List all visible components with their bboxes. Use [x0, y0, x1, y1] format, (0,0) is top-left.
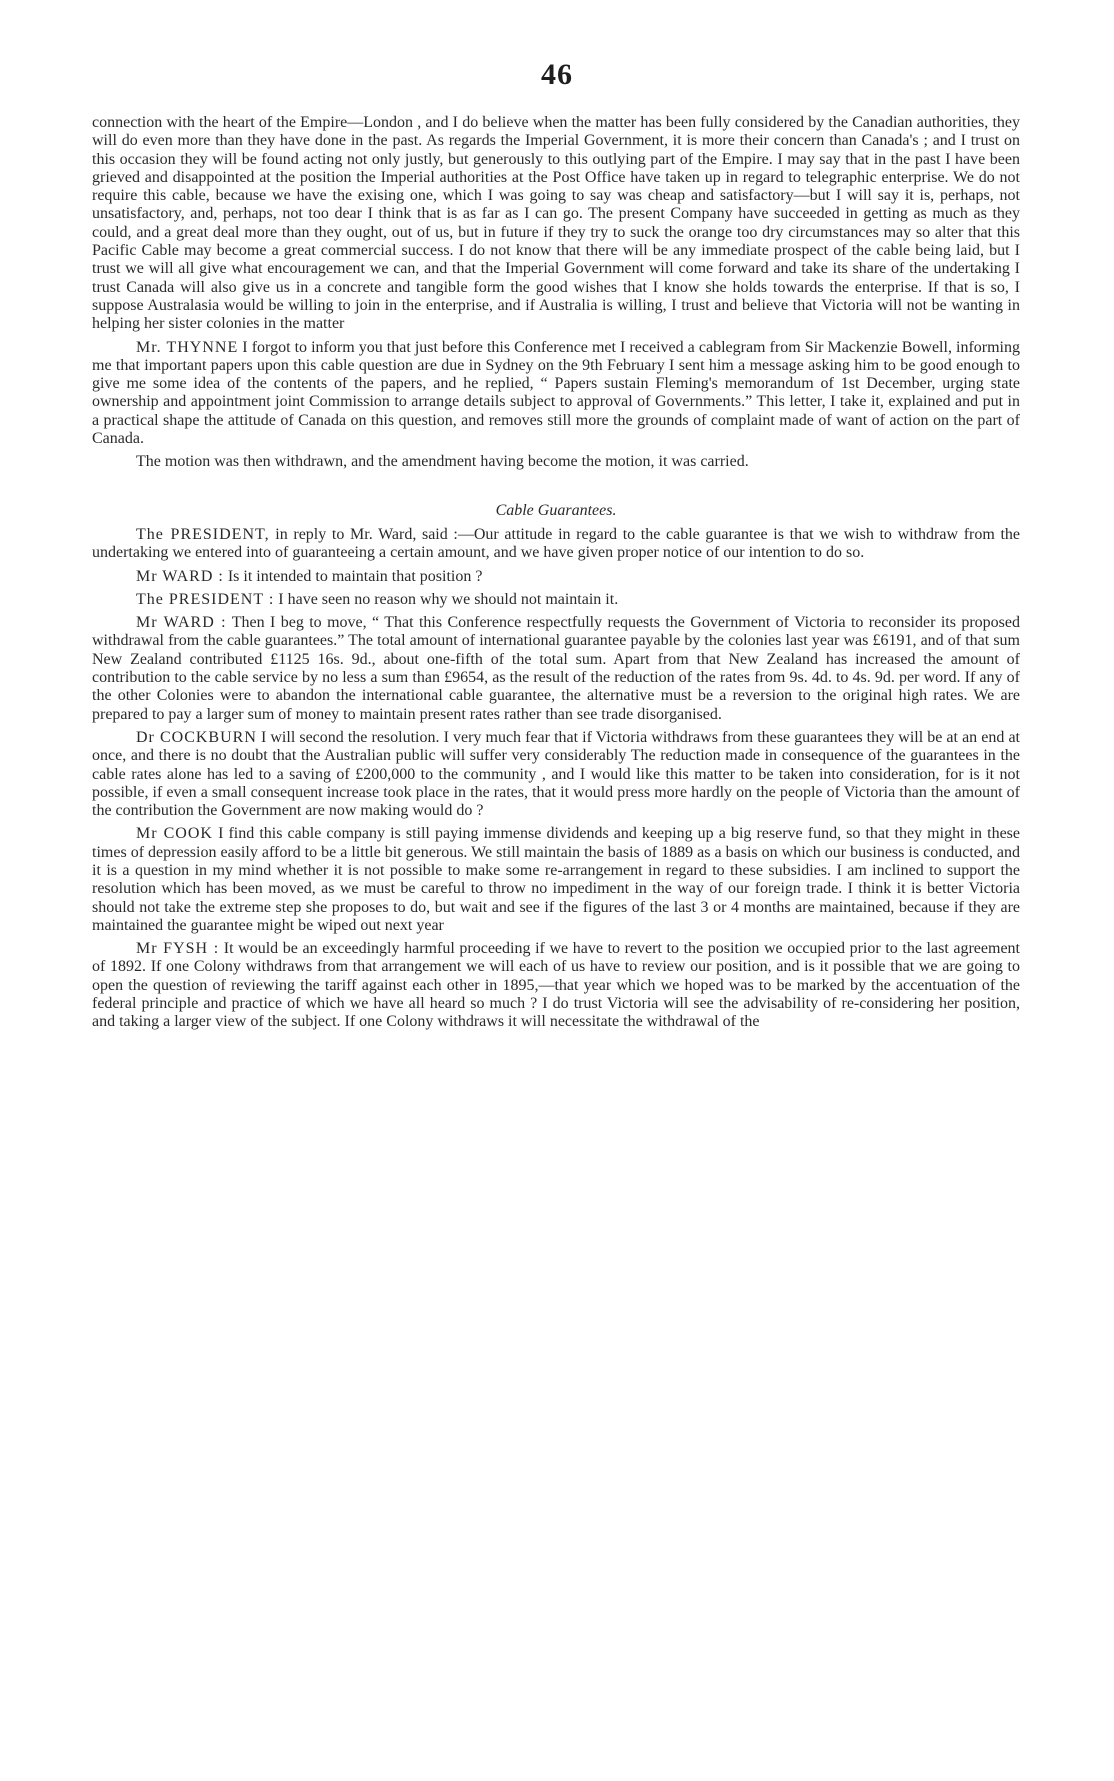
- speaker-name: Mr. THYNNE: [136, 338, 239, 356]
- speaker-name: The PRESIDENT,: [136, 525, 270, 543]
- paragraph-cockburn: [92, 729, 1020, 820]
- paragraph-text: I will second the resolution. I very much fear that if Victoria withdraws from these guarantees they will be at an end at once, and there is no doubt that the Australian public will suffer very considerably The reduction made in consequence of the guarantees in the cable rates alone has led to a saving of £200,000 to the community , and I would like this matter to be taken into consideration, for is it not possible, if even a small consequent increase took place in the rates, that it would press more hardly on the people of Victoria than the amount of the contribution the Government are now making would do ?: [92, 728, 1020, 820]
- paragraph-text: Then I beg to move, “ That this Conference respectfully requests the Government of Victoria to reconsider its proposed withdrawal from the cable guarantees.” The total amount of international guarantee payable by the colonies last year was £6191, and of that sum New Zealand contributed £1125 16s. 9d., about one-fifth of the total sum. Apart from that New Zealand has increased the amount of contribution to the cable service by no less a sum than £9654, as the result of the reduction of the rates from 9s. 4d. to 4s. 9d. per word. If any of the other Colonies were to abandon the international cable guarantee, the alternative must be a reversion to the original high rates. We are prepared to pay a larger sum of money to maintain present rates rather than see trade disorganised.: [92, 614, 1020, 723]
- page-number: 46: [541, 58, 573, 91]
- paragraph-cook: [92, 825, 1020, 935]
- paragraph-ward-motion: [92, 614, 1020, 724]
- paragraph-text: connection with the heart of the Empire—London , and I do believe when the matter has been fully considered by the Canadian authorities, they will do even more than they have done in the past. As regards the Imperial Government, it is more their concern than Canada's ; and I trust on this occasion they will be found acting not only justly, but generously to this outlying part of the Empire. I may say that in the past I have been grieved and disappointed at the position the Imperial authorities at the Post Office have taken up in regard to telegraphic enterprise. We do not require this cable, because we have the exising one, which I was going to say was cheap and satisfactory—but I will say it is, perhaps, not unsatisfactory, and, perhaps, not too dear I think that is as far as I can go. The present Company have succeeded in getting as much as they could, and a great deal more than they ought, out of us, but in future if they try to suck the orange too dry circumstances may so alter that this Pacific Cable may become a great commercial success. I do not know that there will be any immediate prospect of the cable being laid, but I trust we will all give what encouragement we can, and that the Imperial Government will come forward and take its share of the undertaking I trust Canada will also give us in a concrete and tangible form the good wishes that I know she holds towards the enterprise. If that is so, I suppose Australasia would be willing to join in the enterprise, and if Australia is willing, I trust and believe that Victoria will not be wanting in helping her sister colonies in the matter: [92, 114, 1020, 333]
- speaker-name: Mr FYSH :: [136, 940, 220, 958]
- paragraph-text: It would be an exceedingly harmful proceeding if we have to revert to the position we occupied prior to the last agreement of 1892. If one Colony withdraws from that arrangement we will each of us have to review our position, and is it possible that we are going to open the question of reviewing the tariff against each other in 1895,—that year which we hoped was to be marked by the accentuation of the federal principle and practice of which we have all heard so much ? I do trust Victoria will see the advisability of re-considering her position, and taking a larger view of the subject. If one Colony withdraws it will necessitate the withdrawal of the: [92, 940, 1020, 1031]
- paragraph-text: Is it intended to maintain that position ?: [223, 567, 483, 585]
- paragraph-continuation: [92, 114, 1020, 334]
- paragraph-thynne: [92, 339, 1020, 449]
- section-heading: Cable Guarantees.: [495, 501, 617, 519]
- paragraph-president-reply: [92, 526, 1020, 563]
- paragraph-text: I have seen no reason why we should not maintain it.: [274, 590, 619, 608]
- speaker-name: Mr WARD :: [136, 567, 224, 585]
- speaker-name: Mr WARD :: [136, 614, 227, 632]
- document-body: [92, 114, 1020, 1037]
- paragraph-text: I find this cable company is still paying immense dividends and keeping up a big reserve fund, so that they might in these times of depression easily afford to be a little bit generous. We still maintain the basis of 1889 as a basis on which our business is conducted, and it is a question in my mind whether it is not possible to make some re-arrangement in regard to these subsidies. I am inclined to support the resolution which has been moved, as we must be careful to throw no impediment in the way of our foreign trade. I think it is better Victoria should not take the extreme step she proposes to do, but wait and see if the figures of the last 3 or 4 months are maintained, because if they are maintained the guarantee might be wiped out next year: [92, 825, 1021, 934]
- paragraph-text: The motion was then withdrawn, and the amendment having become the motion, it was carried.: [136, 453, 749, 471]
- paragraph-president-answer: [92, 591, 1020, 609]
- paragraph-text: in reply to Mr. Ward, said :—Our attitude in regard to the cable guarantee is that we wish to withdraw from the undertaking we entered into of guaranteeing a certain amount, and we have given proper notice of our intention to do so.: [92, 525, 1021, 562]
- paragraph-fysh: [92, 940, 1020, 1031]
- paragraph-text: I forgot to inform you that just before this Conference met I received a cablegram from Sir Mackenzie Bowell, informing me that important papers upon this cable question are due in Sydney on the 9th February I sent him a message asking him to be good enough to give me some idea of the contents of the papers, and he replied, “ Papers sustain Fleming's memorandum of 1st December, urging state ownership and appointment joint Commission to arrange details subject to approval of Governments.” This letter, I take it, explained and put in a practical shape the attitude of Canada on this question, and removes still more the grounds of complaint made of want of action on the part of Canada.: [92, 338, 1021, 448]
- paragraph-motion-withdrawn: [92, 453, 1020, 471]
- speaker-name: Dr COCKBURN: [136, 728, 257, 746]
- speaker-name: Mr COOK: [136, 825, 213, 843]
- paragraph-ward-question: [92, 568, 1020, 586]
- speaker-name: The PRESIDENT :: [136, 590, 275, 608]
